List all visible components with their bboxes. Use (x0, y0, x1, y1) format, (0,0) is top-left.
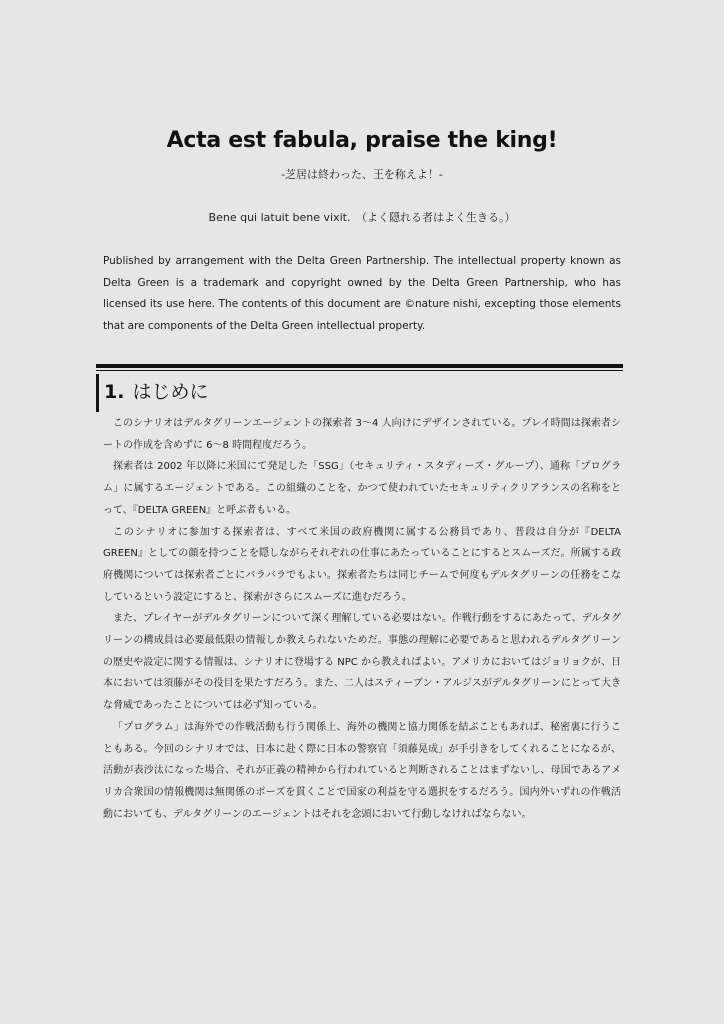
section-divider (96, 364, 623, 368)
section-marker (96, 374, 99, 412)
section-number: 1. (104, 381, 125, 403)
document-title: Acta est fabula, praise the king! (166, 128, 558, 153)
license-notice: Published by arrangement with the Delta Green Partnership. The intellectual property known as Delta Green is a trademark and copyright owned by the Delta Green Partnership, who has licensed its use here. The contents of this document are ©nature nishi, excepting those elements that are components of the Delta Green intellectual property. (103, 255, 621, 333)
document-subtitle: -芝居は終わった、王を称えよ！- (281, 168, 443, 181)
section-heading (104, 377, 208, 404)
paragraph: また、プレイヤーがデルタグリーンについて深く理解している必要はない。作戦行動をするにあたって、デルタグリーンの構成員は必要最低限の情報しか教えられないためだ。事態の理解に必要であると思われるデルタグリーンの歴史や設定に関する情報は、シナリオに登場する NPC から教えればよい。アメリカにおいてはジョリョクが、日本においては須藤がその役目を果たすだろう。また、二人はスティーブン・アルジスがデルタグリーンにとって大きな脅威であったことについては必ず知っている。 (103, 613, 621, 712)
paragraph: 探索者は 2002 年以降に米国にて発足した「SSG」（セキュリティ・スタディーズ・グループ）、通称「プログラム」に属するエージェントである。この組織のことを、かつて使われていたセキュリティクリアランスの名称をとって、『DELTA GREEN』と呼ぶ者もいる。 (103, 461, 621, 516)
section-title: はじめに (132, 381, 209, 403)
section-divider-thin (96, 370, 623, 371)
paragraph: 「プログラム」は海外での作戦活動も行う関係上、海外の機関と協力関係を結ぶこともあれば、秘密裏に行うこともある。今回のシナリオでは、日本に赴く際に日本の警察官「須藤晃成」が手引きをしてくれることになるが、活動が表沙汰になった場合、それが正義の精神から行われていると判断されることはまずないし、母国であるアメリカ合衆国の情報機関は無関係のポーズを貫くことで国家の利益を守る選択をするだろう。国内外いずれの作戦活動においても、デルタグリーンのエージェントはそれを念頭において行動しなければならない。 (103, 721, 621, 820)
body-text (103, 413, 621, 825)
motto: Bene qui latuit bene vixit. （よく隠れる者はよく生きる。） (208, 211, 516, 224)
paragraph: このシナリオはデルタグリーンエージェントの探索者 3〜4 人向けにデザインされている。プレイ時間は探索者シートの作成を含めずに 6〜8 時間程度だろう。 (103, 418, 621, 451)
paragraph: このシナリオに参加する探索者は、すべて米国の政府機関に属する公務員であり、普段は自分が『DELTA GREEN』としての顔を持つことを隠しながらそれぞれの仕事にあたっていることにするとスムーズだ。所属する政府機関については探索者ごとにバラバラでもよい。探索者たちは同じチームで何度もデルタグリーンの任務をこなしているという設定にすると、探索がさらにスムーズに進むだろう。 (103, 526, 621, 603)
